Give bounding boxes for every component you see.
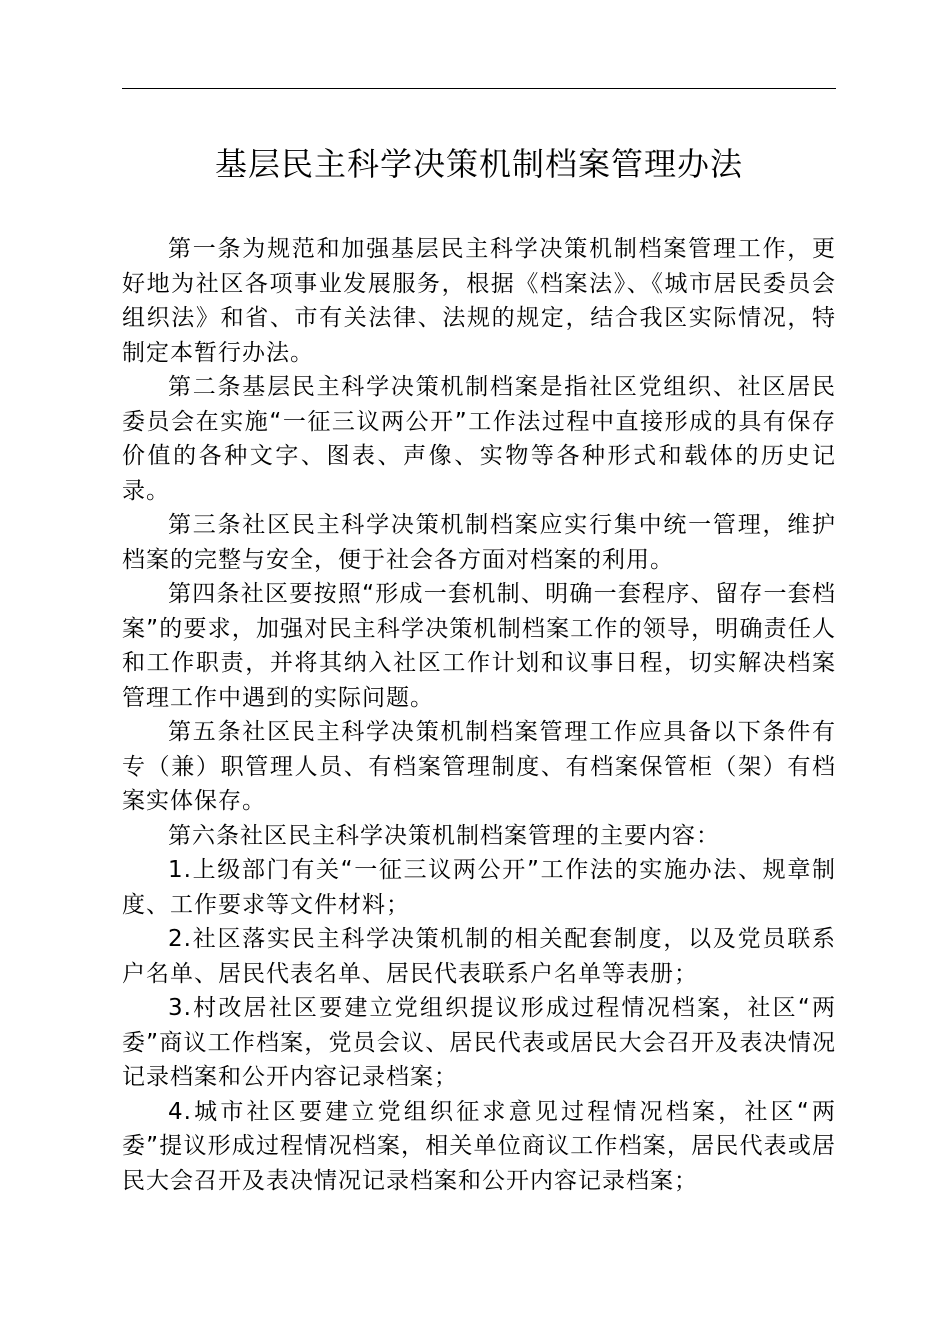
list-item-2: 2.社区落实民主科学决策机制的相关配套制度，以及党员联系户名单、居民代表名单、居民代表联系户名单等表册； [122,926,836,987]
document-title: 基层民主科学决策机制档案管理办法 [214,145,743,183]
article-1-paragraph: 第一条为规范和加强基层民主科学决策机制档案管理工作，更好地为社区各项事业发展服务，根据《档案法》、《城市居民委员会组织法》和省、市有关法律、法规的规定，结合我区实际情况，特制定本暂行办法。 [122,236,836,366]
article-3-paragraph: 第三条社区民主科学决策机制档案应实行集中统一管理，维护档案的完整与安全，便于社会各方面对档案的利用。 [122,512,836,573]
article-2-paragraph: 第二条基层民主科学决策机制档案是指社区党组织、社区居民委员会在实施“一征三议两公开”工作法过程中直接形成的具有保存价值的各种文字、图表、声像、实物等各种形式和载体的历史记录。 [122,374,836,504]
list-item-1: 1.上级部门有关“一征三议两公开”工作法的实施办法、规章制度、工作要求等文件材料； [122,857,836,918]
header-rule [122,88,836,89]
list-item-4: 4.城市社区要建立党组织征求意见过程情况档案，社区“两委”提议形成过程情况档案，相关单位商议工作档案，居民代表或居民大会召开及表决情况记录档案和公开内容记录档案； [122,1098,836,1194]
article-5-paragraph: 第五条社区民主科学决策机制档案管理工作应具备以下条件有专（兼）职管理人员、有档案管理制度、有档案保管柜（架）有档案实体保存。 [122,719,836,814]
article-4-paragraph: 第四条社区要按照“形成一套机制、明确一套程序、留存一套档案”的要求，加强对民主科学决策机制档案工作的领导，明确责任人和工作职责，并将其纳入社区工作计划和议事日程，切实解决档案管理工作中遇到的实际问题。 [122,581,836,711]
list-item-3: 3.村改居社区要建立党组织提议形成过程情况档案，社区“两委”商议工作档案，党员会议、居民代表或居民大会召开及表决情况记录档案和公开内容记录档案； [122,995,836,1090]
document-body [122,232,836,1198]
article-6-paragraph: 第六条社区民主科学决策机制档案管理的主要内容： [168,822,720,849]
